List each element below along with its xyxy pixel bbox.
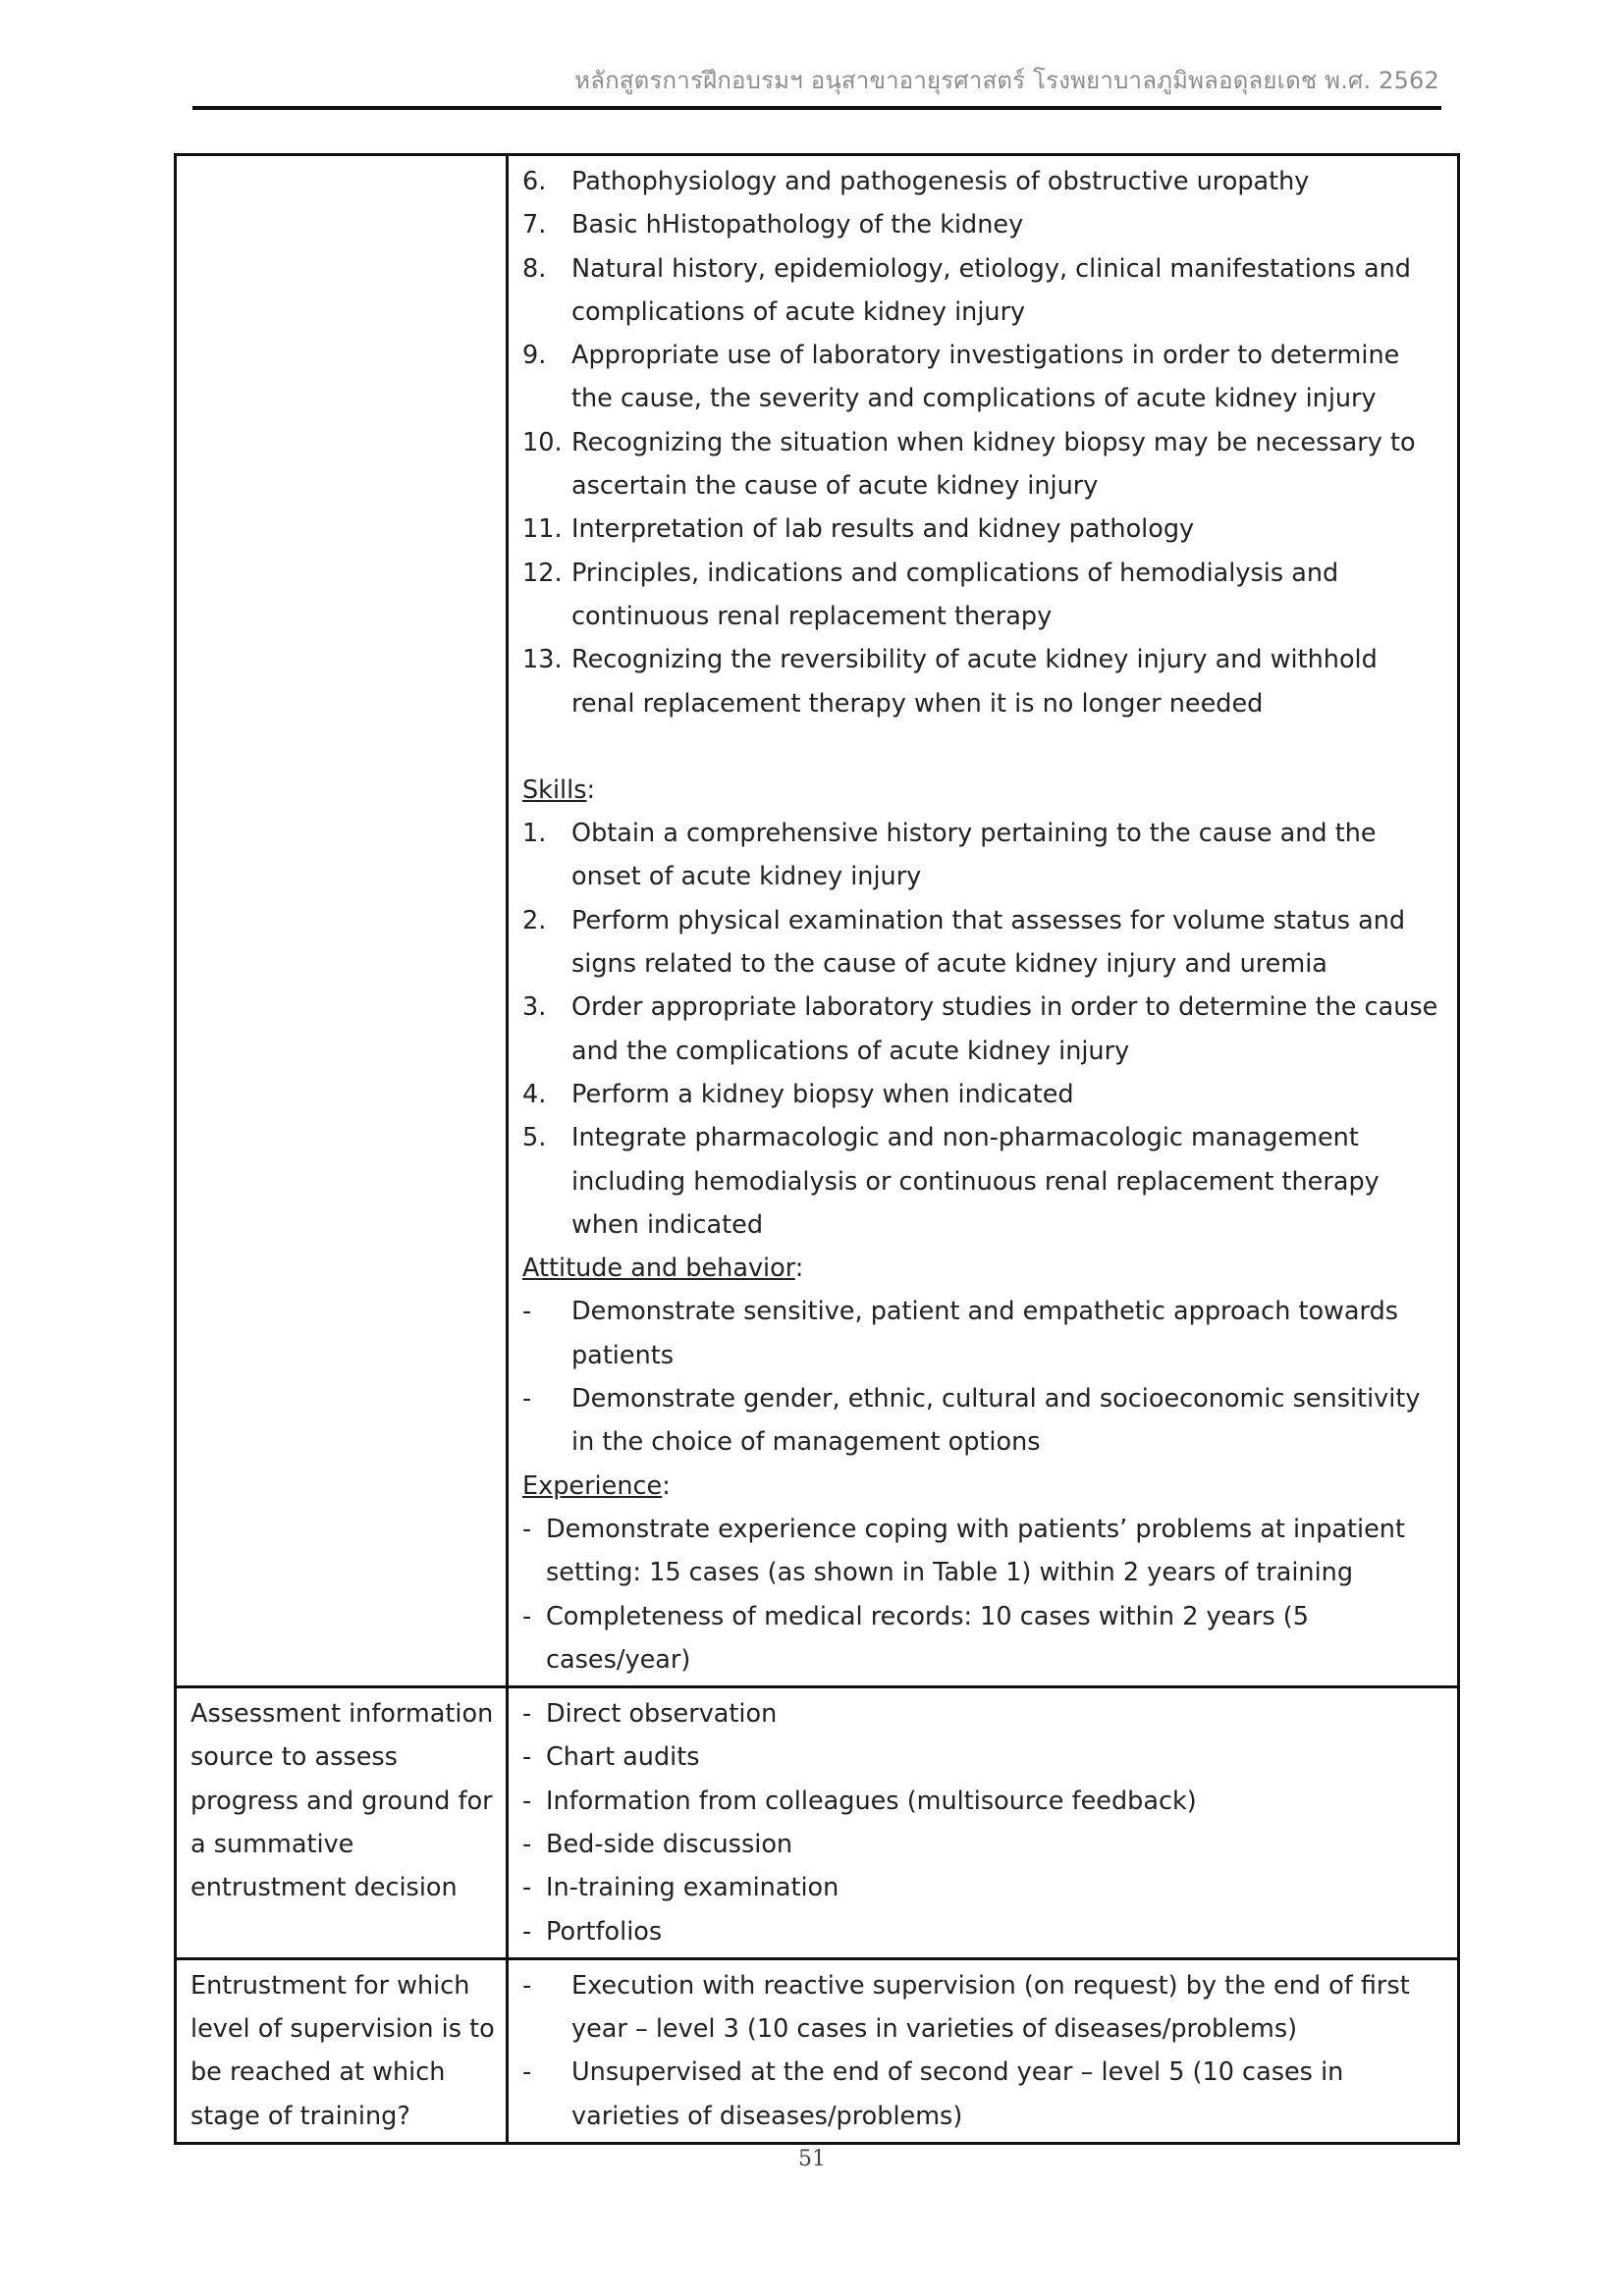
attitude-section (522, 1247, 1447, 1464)
item-text: Order appropriate laboratory studies in order to determine the cause and the complications of acute kidney injury (571, 992, 1438, 1066)
item-number: 3. (522, 992, 547, 1023)
content-cell (508, 155, 1459, 1687)
item-text: Principles, indications and complications of hemodialysis and continuous renal replacement therapy (571, 558, 1339, 631)
item-text: Unsupervised at the end of second year – level 5 (10 cases in varieties of diseases/problems) (571, 2057, 1344, 2131)
list-item (522, 1692, 1447, 1735)
list-item (522, 899, 1447, 987)
assessment-label: Assessment information source to assess progress and ground for a summative entrustment decision (176, 1687, 508, 1959)
item-text: Bed-side discussion (546, 1829, 793, 1859)
item-number: 11. (522, 514, 563, 545)
entrustment-label: Entrustment for which level of supervision is to be reached at which stage of training? (176, 1958, 508, 2143)
dash-bullet: - (522, 1297, 532, 1327)
curriculum-table (174, 153, 1460, 2145)
list-item (522, 160, 1447, 203)
list-item (522, 1823, 1447, 1866)
list-item (522, 812, 1447, 899)
item-number: 12. (522, 558, 563, 588)
item-text: In-training examination (546, 1873, 839, 1903)
list-item (522, 1595, 1447, 1682)
item-text: Chart audits (546, 1742, 700, 1773)
item-number: 2. (522, 905, 547, 935)
list-item (522, 1866, 1447, 1909)
row-label-cell (176, 155, 508, 1687)
dash-bullet: - (522, 1916, 532, 1947)
list-item (522, 203, 1447, 246)
item-text: Basic hHistopathology of the kidney (571, 210, 1024, 240)
knowledge-list (522, 160, 1447, 725)
list-item (522, 421, 1447, 508)
item-text: Execution with reactive supervision (on request) by the end of first year – level 3 (10 cases in varieties of diseases/problems) (571, 1970, 1410, 2045)
list-item (522, 1116, 1447, 1247)
list-item (522, 1735, 1447, 1779)
list-item (522, 638, 1447, 725)
experience-heading-line: Experience: (522, 1470, 671, 1501)
item-number: 7. (522, 210, 547, 240)
item-text: Information from colleagues (multisource feedback) (546, 1786, 1197, 1816)
item-text: Completeness of medical records: 10 cases within 2 years (5 cases/year) (546, 1601, 1309, 1675)
attitude-heading: Attitude and behavior (522, 1254, 795, 1284)
item-text: Natural history, epidemiology, etiology, clinical manifestations and complications of acute kidney injury (571, 253, 1411, 327)
list-item (522, 334, 1447, 421)
dash-bullet: - (522, 1384, 532, 1415)
item-text: Perform physical examination that assesses for volume status and signs related to the cause of acute kidney injury and uremia (571, 905, 1406, 980)
list-item (522, 1377, 1447, 1465)
item-text: Portfolios (546, 1916, 663, 1947)
item-text: Recognizing the reversibility of acute kidney injury and withhold renal replacement therapy when it is no longer needed (571, 645, 1378, 719)
item-text: Obtain a comprehensive history pertaining to the cause and the onset of acute kidney injury (571, 819, 1377, 892)
dash-bullet: - (522, 1601, 532, 1631)
list-item (522, 1964, 1447, 2052)
item-text: Perform a kidney biopsy when indicated (571, 1079, 1074, 1109)
dash-bullet: - (522, 1786, 532, 1816)
dash-bullet: - (522, 1873, 532, 1903)
dash-bullet: - (522, 2057, 532, 2088)
list-item (522, 247, 1447, 335)
item-text: Demonstrate gender, ethnic, cultural and socioeconomic sensitivity in the choice of management options (571, 1384, 1421, 1458)
item-text: Demonstrate sensitive, patient and empathetic approach towards patients (571, 1297, 1399, 1370)
list-item (522, 1290, 1447, 1377)
item-number: 5. (522, 1123, 547, 1153)
item-text: Interpretation of lab results and kidney pathology (571, 514, 1195, 545)
skills-heading: Skills (522, 774, 587, 805)
skills-heading-line: Skills: (522, 774, 596, 805)
page-number: 51 (798, 2147, 826, 2171)
item-text: Appropriate use of laboratory investigations in order to determine the cause, the severity and complications of acute kidney injury (571, 341, 1400, 414)
table-row (176, 155, 1459, 1687)
list-item (522, 1910, 1447, 1953)
list-item (522, 1508, 1447, 1595)
list-item (522, 1073, 1447, 1116)
list-item (522, 507, 1447, 551)
table-row (176, 1687, 1459, 1959)
entrustment-cell (508, 1958, 1459, 2143)
dash-bullet: - (522, 1829, 532, 1859)
item-text: Demonstrate experience coping with patients’ problems at inpatient setting: 15 cases (as shown in Table 1) within 2 years of training (546, 1514, 1405, 1588)
assessment-cell (508, 1687, 1459, 1959)
item-number: 10. (522, 427, 563, 457)
item-number: 1. (522, 819, 547, 849)
item-text: Integrate pharmacologic and non-pharmacologic management including hemodialysis or continuous renal replacement therapy when indicated (571, 1123, 1380, 1240)
dash-bullet: - (522, 1699, 532, 1730)
attitude-heading-line: Attitude and behavior: (522, 1254, 804, 1284)
dash-bullet: - (522, 1742, 532, 1773)
item-text: Direct observation (546, 1699, 778, 1730)
item-text: Recognizing the situation when kidney biopsy may be necessary to ascertain the cause of acute kidney injury (571, 427, 1416, 502)
table-row (176, 1958, 1459, 2143)
header-divider (192, 106, 1441, 110)
skills-section (522, 769, 1447, 1247)
list-item (522, 986, 1447, 1073)
item-number: 9. (522, 341, 547, 371)
item-number: 4. (522, 1079, 547, 1109)
running-header: หลักสูตรการฝึกอบรมฯ อนุสาขาอายุรศาสตร์ โรงพยาบาลภูมิพลอดุลยเดช พ.ศ. 2562 (574, 67, 1439, 94)
list-item (522, 1780, 1447, 1823)
item-number: 8. (522, 253, 547, 284)
item-text: Pathophysiology and pathogenesis of obstructive uropathy (571, 167, 1310, 196)
list-item (522, 2051, 1447, 2138)
experience-heading: Experience (522, 1470, 663, 1501)
experience-section (522, 1465, 1447, 1682)
spacer (522, 725, 1447, 769)
list-item (522, 552, 1447, 639)
dash-bullet: - (522, 1514, 532, 1544)
dash-bullet: - (522, 1970, 532, 2001)
item-number: 13. (522, 645, 563, 675)
item-number: 6. (522, 167, 547, 196)
